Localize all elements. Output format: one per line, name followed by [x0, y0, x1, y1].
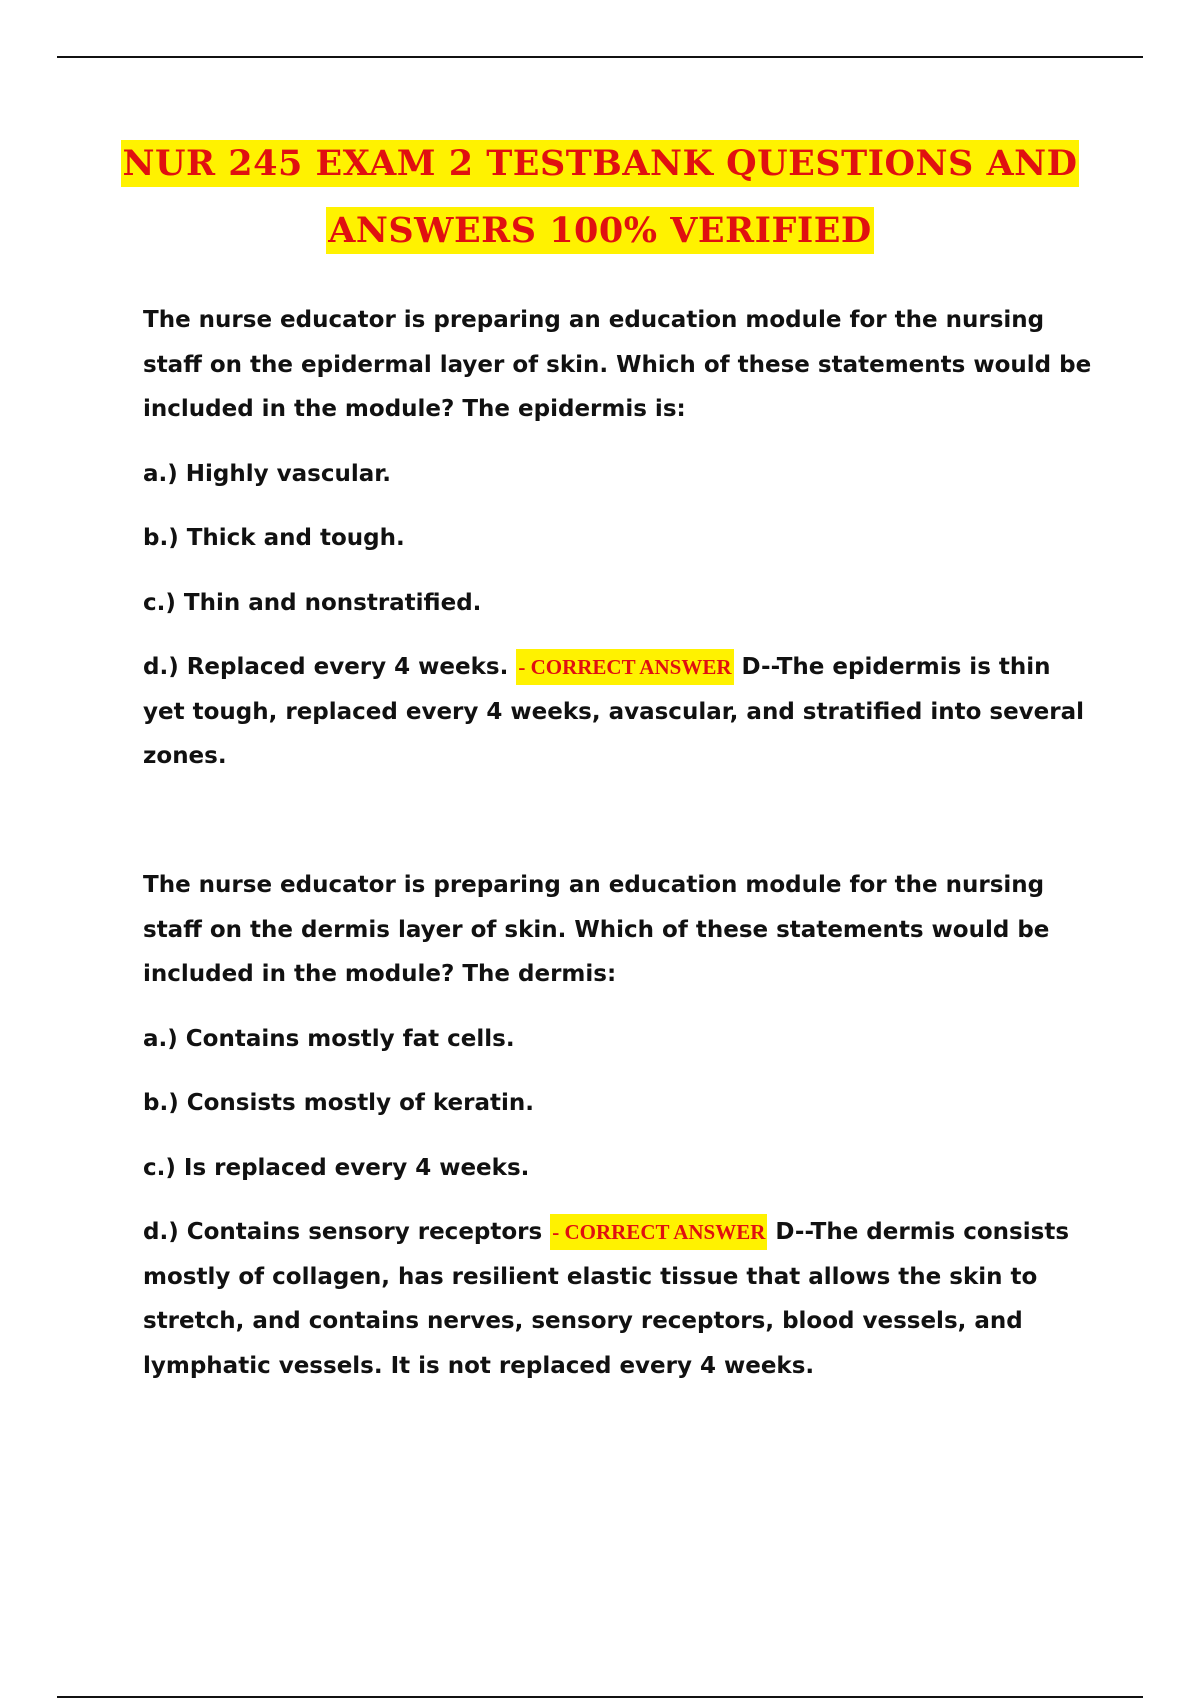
title-line-2: ANSWERS 100% VERIFIED [326, 207, 874, 254]
answer-explanation: D--The epidermis is thin yet tough, replaced every 4 weeks, avascular, and stratified into several zones. [143, 654, 1085, 769]
option-b: b.) Thick and tough. [143, 525, 405, 551]
question-1 [143, 298, 1098, 779]
option-b: b.) Consists mostly of keratin. [143, 1090, 535, 1116]
question-stem: The nurse educator is preparing an education module for the nursing staff on the epidermal layer of skin. Which of these statements would be included in the module? The epidermis is: [143, 307, 1092, 422]
bottom-rule [57, 1696, 1143, 1698]
option-c: c.) Is replaced every 4 weeks. [143, 1154, 530, 1181]
question-stem: The nurse educator is preparing an education module for the nursing staff on the dermis layer of skin. Which of these statements would be included in the module? The dermis: [143, 872, 1050, 987]
document-title [60, 130, 1140, 264]
answer-explanation: D--The dermis consists mostly of collagen, has resilient elastic tissue that allows the skin to stretch, and contains nerves, sensory receptors, blood vessels, and lymphatic vessels. It is not replaced every 4 weeks. [143, 1219, 1070, 1379]
question-2 [143, 863, 1098, 1388]
option-d-with-answer [143, 645, 1098, 779]
option-c: c.) Thin and nonstratified. [143, 589, 482, 616]
option-d: d.) Contains sensory receptors [143, 1219, 543, 1245]
option-d-with-answer [143, 1210, 1098, 1388]
correct-answer-tag: - CORRECT ANSWER [550, 1214, 767, 1250]
title-line-1: NUR 245 EXAM 2 TESTBANK QUESTIONS AND [121, 140, 1080, 187]
option-a: a.) Contains mostly fat cells. [143, 1025, 515, 1052]
option-d: d.) Replaced every 4 weeks. [143, 654, 509, 680]
option-a: a.) Highly vascular. [143, 460, 392, 487]
correct-answer-tag: - CORRECT ANSWER [516, 649, 733, 685]
top-rule [57, 56, 1143, 58]
